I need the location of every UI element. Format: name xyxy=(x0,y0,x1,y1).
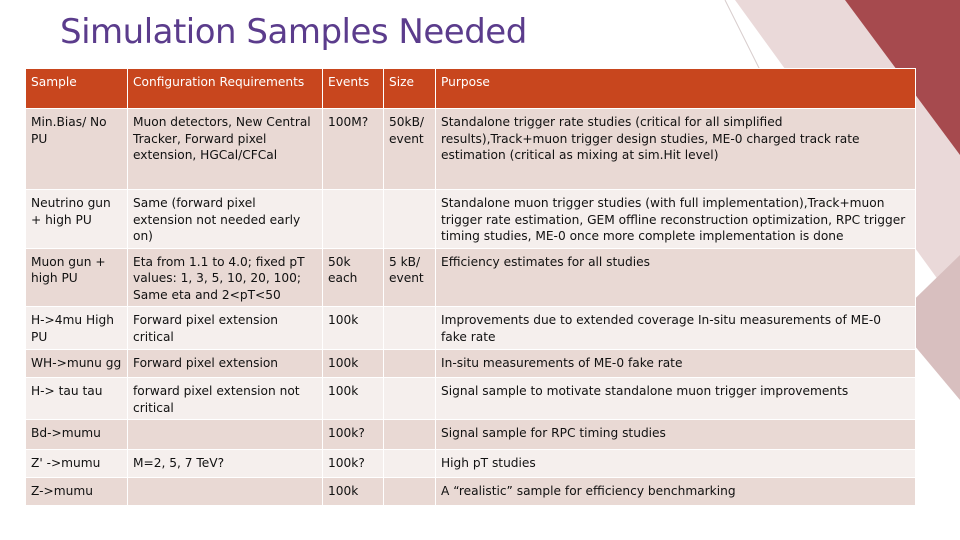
sample-cell: Z->mumu xyxy=(26,478,128,506)
events-cell: 50k each xyxy=(323,248,384,307)
events-cell: 100k xyxy=(323,478,384,506)
header-size: Size xyxy=(384,69,436,109)
samples-table xyxy=(25,68,916,506)
size-cell xyxy=(384,307,436,350)
events-cell: 100k xyxy=(323,378,384,420)
config-cell: Muon detectors, New Central Tracker, Forward pixel extension, HGCal/CFCal xyxy=(128,109,323,190)
table-body xyxy=(26,109,916,506)
table-row xyxy=(26,350,916,378)
purpose-cell: Efficiency estimates for all studies xyxy=(436,248,916,307)
size-cell xyxy=(384,190,436,249)
purpose-cell: A “realistic” sample for efficiency benchmarking xyxy=(436,478,916,506)
header-sample: Sample xyxy=(26,69,128,109)
header-events: Events xyxy=(323,69,384,109)
events-cell: 100k? xyxy=(323,450,384,478)
header-configuration: Configuration Requirements xyxy=(128,69,323,109)
events-cell: 100k xyxy=(323,350,384,378)
events-cell: 100k? xyxy=(323,420,384,450)
config-cell xyxy=(128,420,323,450)
config-cell xyxy=(128,478,323,506)
events-cell: 100k xyxy=(323,307,384,350)
table-row xyxy=(26,190,916,249)
sample-cell: Neutrino gun + high PU xyxy=(26,190,128,249)
table-header xyxy=(26,69,916,109)
table-row xyxy=(26,307,916,350)
table-row xyxy=(26,478,916,506)
purpose-cell: High pT studies xyxy=(436,450,916,478)
purpose-cell: Standalone muon trigger studies (with full implementation),Track+muon trigger rate estimation, GEM offline reconstruction optimization, RPC trigger timing studies, ME-0 once more complete implementation is done xyxy=(436,190,916,249)
config-cell: Same (forward pixel extension not needed early on) xyxy=(128,190,323,249)
size-cell xyxy=(384,478,436,506)
config-cell: Eta from 1.1 to 4.0; fixed pT values: 1, 3, 5, 10, 20, 100; Same eta and 2<pT<50 xyxy=(128,248,323,307)
purpose-cell: Standalone trigger rate studies (critical for all simplified results),Track+muon trigger design studies, ME-0 charged track rate estimation (critical as mixing at sim.Hit level) xyxy=(436,109,916,190)
config-cell: Forward pixel extension xyxy=(128,350,323,378)
sample-cell: H->4mu High PU xyxy=(26,307,128,350)
size-cell: 50kB/ event xyxy=(384,109,436,190)
config-cell: forward pixel extension not critical xyxy=(128,378,323,420)
table-row xyxy=(26,450,916,478)
events-cell xyxy=(323,190,384,249)
size-cell: 5 kB/ event xyxy=(384,248,436,307)
config-cell: Forward pixel extension critical xyxy=(128,307,323,350)
config-cell: M=2, 5, 7 TeV? xyxy=(128,450,323,478)
events-cell: 100M? xyxy=(323,109,384,190)
table-row xyxy=(26,378,916,420)
sample-cell: Muon gun + high PU xyxy=(26,248,128,307)
purpose-cell: Signal sample to motivate standalone muon trigger improvements xyxy=(436,378,916,420)
table-row xyxy=(26,109,916,190)
size-cell xyxy=(384,378,436,420)
sample-cell: Bd->mumu xyxy=(26,420,128,450)
table-row xyxy=(26,420,916,450)
size-cell xyxy=(384,350,436,378)
header-purpose: Purpose xyxy=(436,69,916,109)
sample-cell: H-> tau tau xyxy=(26,378,128,420)
purpose-cell: Signal sample for RPC timing studies xyxy=(436,420,916,450)
sample-cell: Min.Bias/ No PU xyxy=(26,109,128,190)
header-row xyxy=(26,69,916,109)
purpose-cell: In-situ measurements of ME-0 fake rate xyxy=(436,350,916,378)
size-cell xyxy=(384,420,436,450)
purpose-cell: Improvements due to extended coverage In-situ measurements of ME-0 fake rate xyxy=(436,307,916,350)
sample-cell: WH->munu gg xyxy=(26,350,128,378)
size-cell xyxy=(384,450,436,478)
table-row xyxy=(26,248,916,307)
sample-cell: Z' ->mumu xyxy=(26,450,128,478)
slide-title: Simulation Samples Needed xyxy=(60,12,527,52)
